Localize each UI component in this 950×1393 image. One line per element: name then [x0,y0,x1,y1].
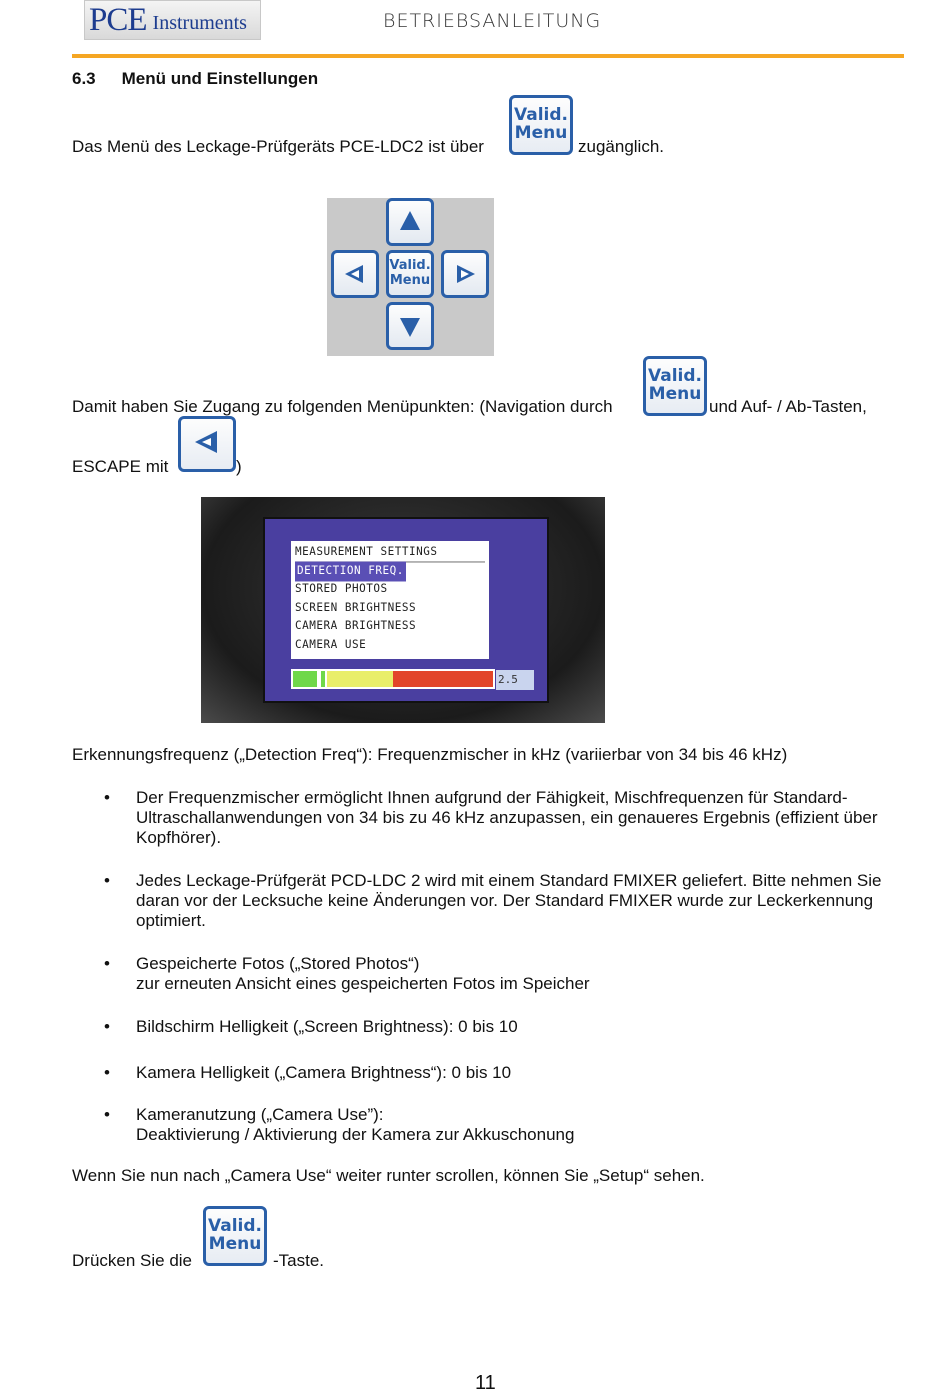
down-arrow-key-icon [386,302,434,350]
press-key-menu-label: Menu [208,1234,262,1254]
bullet-dot: • [104,871,110,890]
bullet-text [136,1105,896,1145]
device-menu-item: MEASUREMENT SETTINGS [295,543,485,563]
device-menu-item-selected [295,561,485,581]
device-display [263,517,549,703]
press-key-valid-label: Valid. [208,1216,262,1237]
section-number: 6.3 [72,69,96,88]
bullet-text: Bildschirm Helligkeit („Screen Brightness): 0 bis 10 [136,1017,518,1036]
page-number: 11 [475,1372,496,1393]
bullet-line: zur erneuten Ansicht eines gespeicherten Fotos im Speicher [136,974,590,993]
key-menu-label: Menu [514,123,568,143]
bullet-text: Der Frequenzmischer ermöglicht Ihnen aufgrund der Fähigkeit, Mischfrequenzen für Standard-Ultraschallanwendungen von 34 bis zu 46 kHz anzupassen, ein genaueres Ergebnis (effizient über Kopfhörer). [136,788,878,847]
section-heading [72,69,318,89]
press-valid-menu-key-icon [203,1206,267,1266]
left-arrow-key-icon [331,250,379,298]
bullet-dot: • [104,1063,110,1082]
section-title: Menü und Einstellungen [121,69,319,88]
scroll-setup-text: Wenn Sie nun nach „Camera Use“ weiter runter scrollen, können Sie „Setup“ sehen. [72,1166,705,1185]
device-screen-photo [201,497,605,723]
device-menu [291,541,489,659]
press-before: Drücken Sie die [72,1251,193,1270]
intro-after: zugänglich. [578,137,665,156]
nav-key-menu-label: Menu [648,384,702,404]
signal-level-bar [291,669,495,689]
keypad-image [327,198,494,356]
bullet-line: Kameranutzung („Camera Use”): [136,1105,384,1124]
nav-key-valid-label: Valid. [648,366,702,387]
header-divider [72,54,904,58]
bullet-text: Jedes Leckage-Prüfgerät PCD-LDC 2 wird mit einem Standard FMIXER geliefert. Bitte nehmen Sie daran vor der Lecksuche keine Änderungen vor. Der Standard FMIXER wurde zur Leckerkennung optimiert. [136,871,882,930]
device-menu-item: STORED PHOTOS [295,581,388,596]
nav-line2-after: ) [236,457,242,476]
nav-line1-after: und Auf- / Ab-Tasten, [709,397,867,416]
bullet-dot: • [104,1105,110,1124]
logo-instruments-text: Instruments [152,11,247,34]
detection-frequency-text: Erkennungsfrequenz („Detection Freq“): Frequenzmischer in kHz (variierbar von 34 bis 46 kHz) [72,745,788,764]
intro-before: Das Menü des Leckage-Prüfgeräts PCE-LDC2 ist über [72,137,484,156]
device-menu-item: CAMERA USE [295,637,367,652]
up-arrow-key-icon [386,198,434,246]
device-menu-item: CAMERA BRIGHTNESS [295,619,417,633]
bullet-dot: • [104,954,110,973]
bullet-text: Kamera Helligkeit („Camera Brightness“): 0 bis 10 [136,1063,512,1082]
press-after: -Taste. [273,1251,325,1270]
logo-pce-text: PCE [89,1,147,38]
key-valid-label: Valid. [514,105,568,126]
device-menu-item: SCREEN BRIGHTNESS [295,600,417,615]
bullet-dot: • [104,788,110,807]
bullet-line: Deaktivierung / Aktivierung der Kamera zur Akkuschonung [136,1125,575,1144]
nav-valid-menu-key-icon [643,356,707,416]
pce-logo [84,0,261,40]
bullet-dot: • [104,1017,110,1036]
bullet-line: Gespeicherte Fotos („Stored Photos“) [136,954,420,973]
bullet-text [136,954,896,994]
device-value-readout: 2.5 [496,670,534,690]
escape-key-icon [178,416,236,472]
keypad-valid-menu-key-icon [386,250,434,298]
device-menu-item-selected-label: DETECTION FREQ. [295,561,406,581]
right-arrow-key-icon [441,250,489,298]
nav-line2-before: ESCAPE mit [72,457,169,476]
nav-line1-before: Damit haben Sie Zugang zu folgenden Menüpunkten: (Navigation durch [72,397,613,416]
keypad-menu-label: Menu [389,273,431,288]
valid-menu-key-icon [509,95,573,155]
intro-text [72,137,484,157]
header-title: BETRIEBSANLEITUNG [383,10,602,32]
keypad-valid-label: Valid. [389,258,431,274]
